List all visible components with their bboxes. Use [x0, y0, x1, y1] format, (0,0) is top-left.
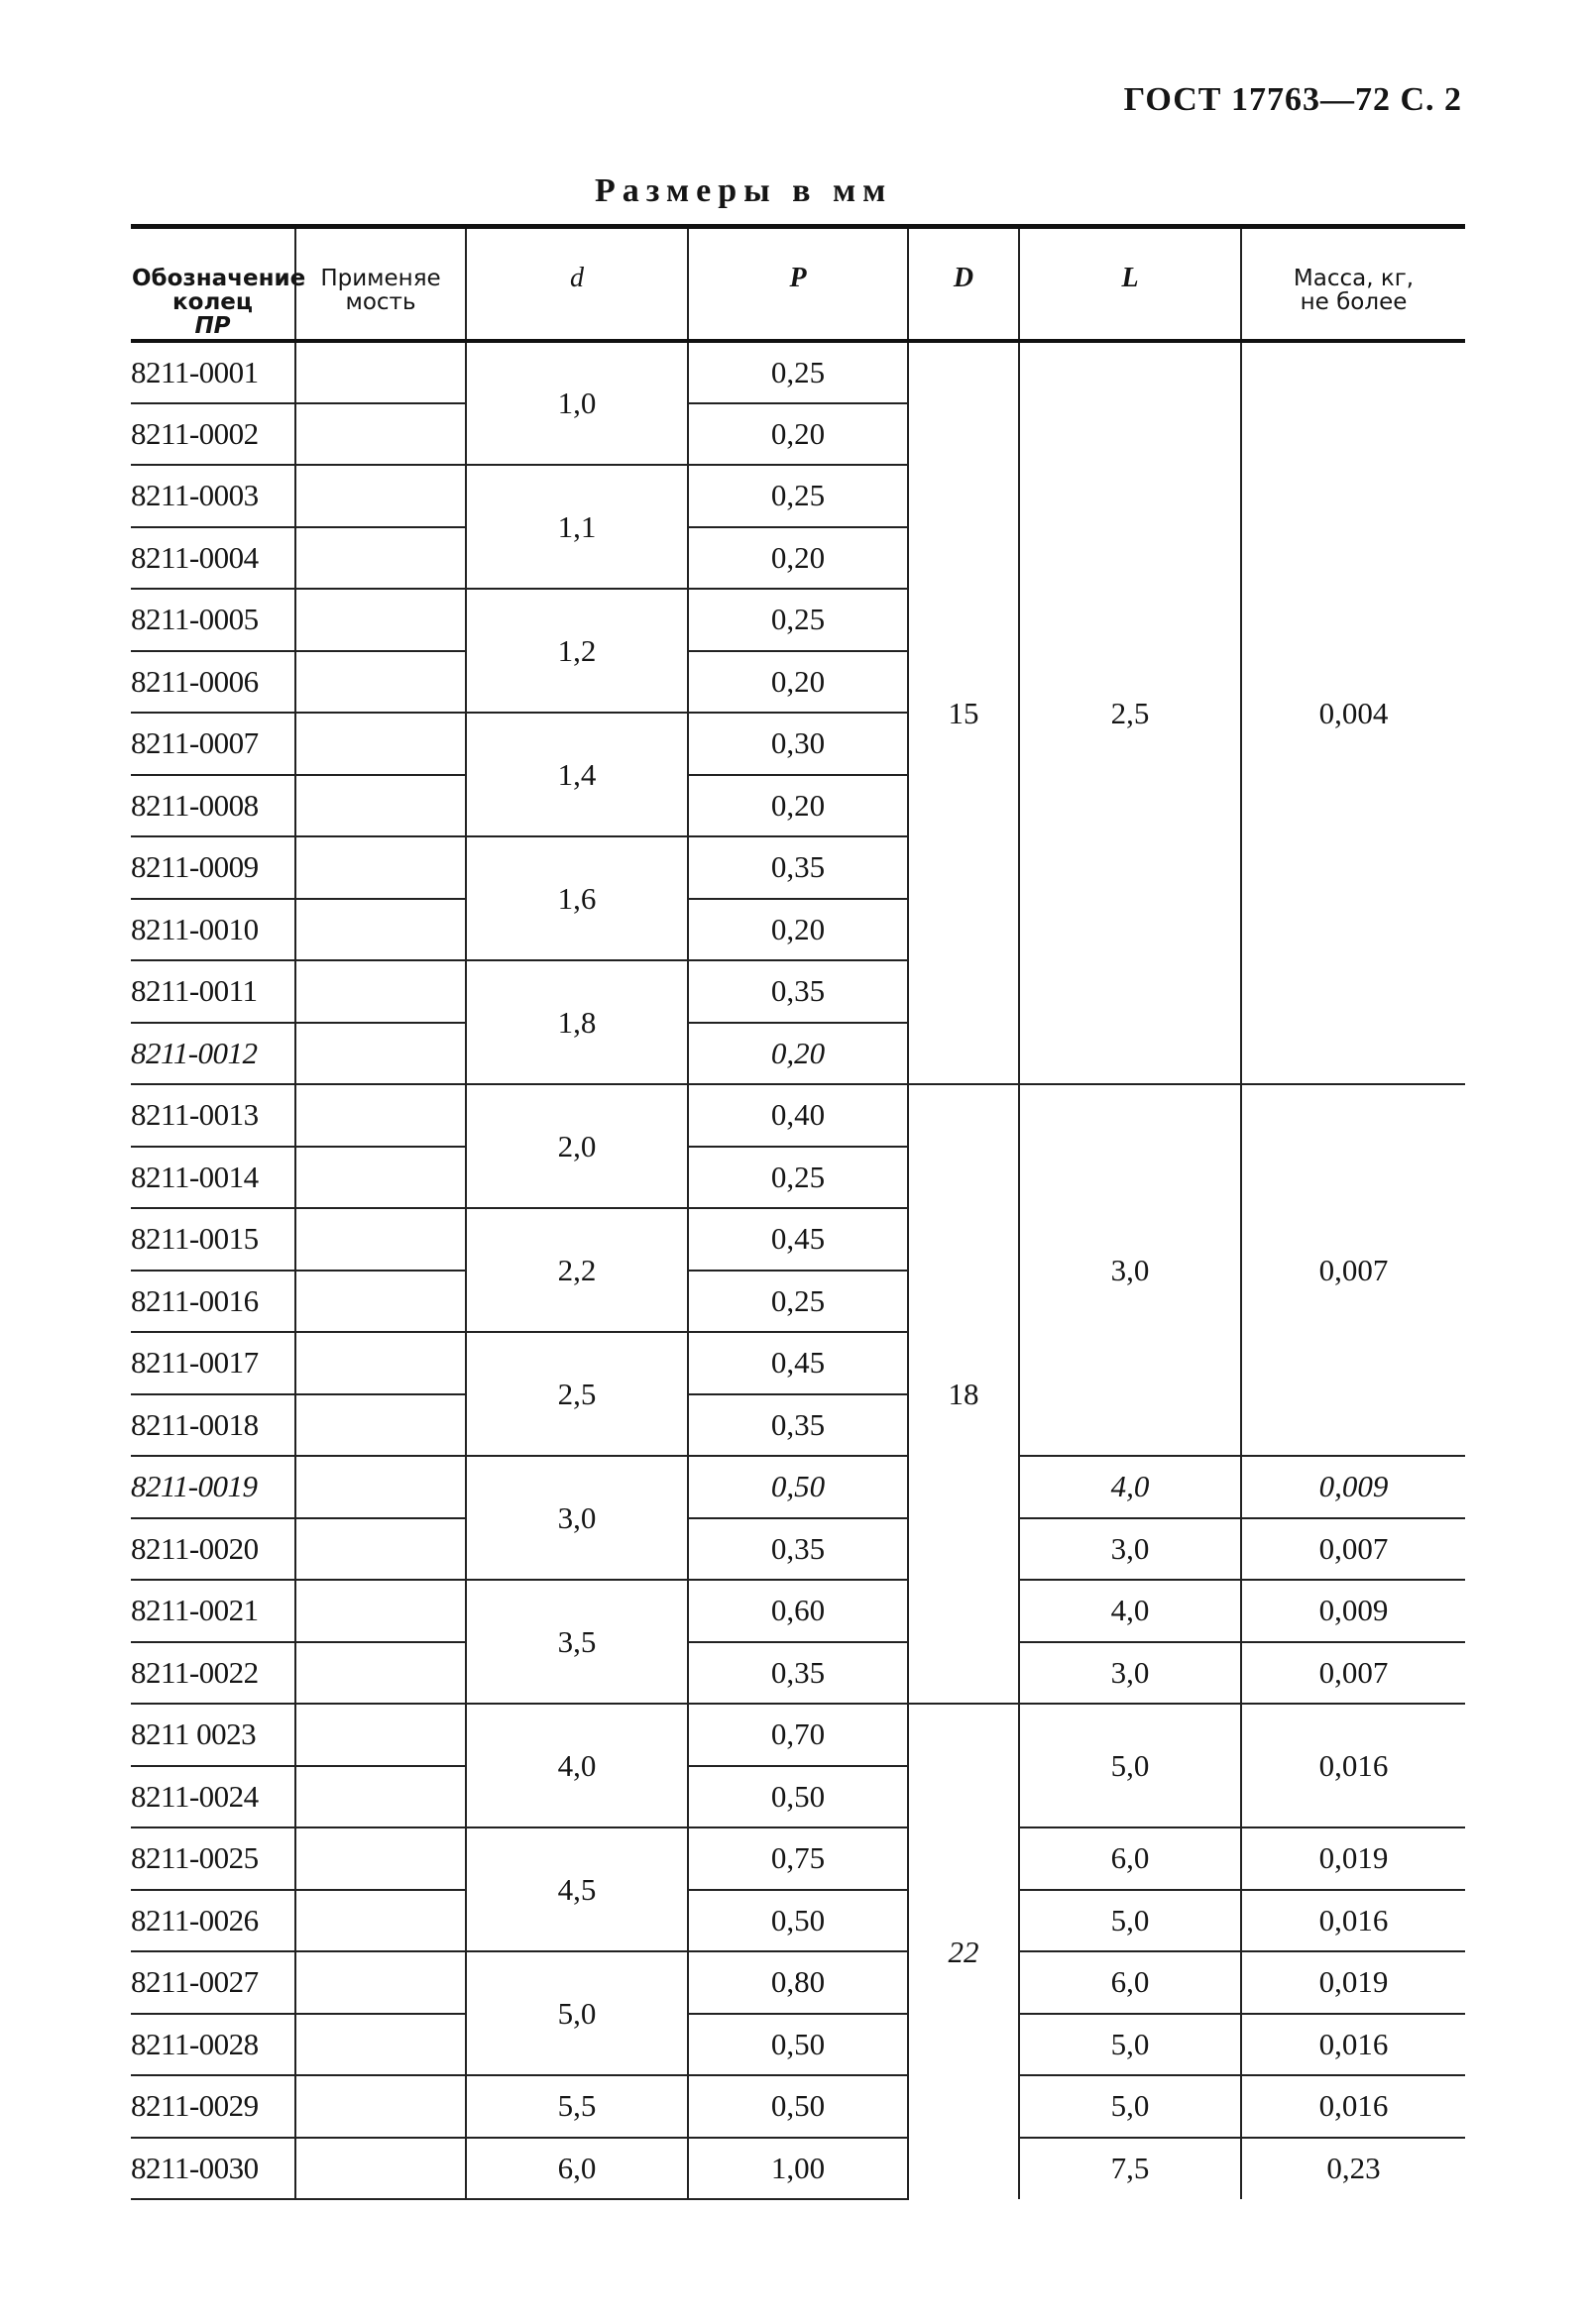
cell-mass: 0,009: [1241, 1580, 1465, 1642]
cell-applicability: [295, 527, 466, 590]
cell-applicability: [295, 899, 466, 961]
cell-d: 2,0: [466, 1084, 688, 1208]
cell-p: 0,70: [688, 1704, 908, 1766]
cell-mass: 0,007: [1241, 1518, 1465, 1581]
cell-D: 22: [908, 1704, 1019, 2199]
cell-mass: 0,019: [1241, 1827, 1465, 1890]
cell-d: 4,0: [466, 1704, 688, 1827]
cell-d: 2,2: [466, 1208, 688, 1332]
cell-designation: 8211-0005: [131, 589, 295, 651]
header-designation-line1: Обозначение: [132, 266, 306, 291]
table-row: [131, 1827, 1465, 1890]
cell-d: 1,8: [466, 960, 688, 1084]
cell-L: 7,5: [1019, 2138, 1241, 2200]
cell-designation: 8211-0012: [131, 1023, 295, 1085]
cell-mass: 0,016: [1241, 1890, 1465, 1952]
table-row: [131, 1456, 1465, 1518]
cell-p: 0,50: [688, 1456, 908, 1518]
cell-designation: 8211-0003: [131, 465, 295, 527]
cell-d: 1,0: [466, 341, 688, 465]
cell-applicability: [295, 1951, 466, 2014]
cell-mass: 0,016: [1241, 2014, 1465, 2076]
header-p: P: [688, 227, 908, 342]
cell-p: 0,50: [688, 2014, 908, 2076]
cell-d: 3,5: [466, 1580, 688, 1704]
cell-L: 3,0: [1019, 1518, 1241, 1581]
cell-p: 0,20: [688, 651, 908, 714]
table-row: [131, 2138, 1465, 2200]
cell-d: 1,1: [466, 465, 688, 589]
table-body: [131, 341, 1465, 2199]
cell-p: 0,25: [688, 341, 908, 403]
cell-applicability: [295, 713, 466, 775]
cell-applicability: [295, 1518, 466, 1581]
cell-applicability: [295, 1271, 466, 1333]
table-caption: Размеры в мм: [595, 172, 893, 209]
table-row: [131, 1951, 1465, 2014]
cell-p: 0,35: [688, 1642, 908, 1705]
cell-applicability: [295, 1704, 466, 1766]
header-designation-line3: ПР: [194, 313, 231, 339]
table-row: [131, 1642, 1465, 1705]
cell-designation: 8211-0027: [131, 1951, 295, 2014]
cell-L: 3,0: [1019, 1642, 1241, 1705]
table-row: [131, 1580, 1465, 1642]
cell-applicability: [295, 1208, 466, 1271]
cell-L: 2,5: [1019, 341, 1241, 1084]
cell-applicability: [295, 465, 466, 527]
cell-applicability: [295, 1827, 466, 1890]
cell-applicability: [295, 1890, 466, 1952]
header-designation-line2: колец: [172, 289, 253, 315]
cell-mass: 0,004: [1241, 341, 1465, 1084]
header-designation: [131, 227, 306, 342]
header-d: d: [466, 227, 688, 342]
cell-applicability: [295, 341, 466, 403]
cell-p: 0,35: [688, 1518, 908, 1581]
cell-p: 0,20: [688, 527, 908, 590]
cell-applicability: [295, 1394, 466, 1457]
cell-d: 1,2: [466, 589, 688, 713]
cell-p: 0,40: [688, 1084, 908, 1147]
cell-L: 6,0: [1019, 1951, 1241, 2014]
cell-L: 5,0: [1019, 2075, 1241, 2138]
cell-applicability: [295, 1084, 466, 1147]
header-mass-line2: не более: [1300, 289, 1408, 315]
cell-p: 0,25: [688, 1271, 908, 1333]
cell-p: 0,35: [688, 960, 908, 1023]
cell-L: 4,0: [1019, 1580, 1241, 1642]
cell-d: 3,0: [466, 1456, 688, 1580]
cell-p: 0,50: [688, 1890, 908, 1952]
cell-applicability: [295, 2138, 466, 2200]
cell-applicability: [295, 836, 466, 899]
cell-applicability: [295, 1147, 466, 1209]
table-row: [131, 2014, 1465, 2076]
table-row: [131, 1518, 1465, 1581]
cell-designation: 8211-0025: [131, 1827, 295, 1890]
header-applicability-line1: Применяе: [320, 266, 441, 291]
cell-mass: 0,019: [1241, 1951, 1465, 2014]
cell-p: 0,60: [688, 1580, 908, 1642]
header-applicability: [295, 227, 466, 342]
cell-mass: 0,23: [1241, 2138, 1465, 2200]
cell-mass: 0,009: [1241, 1456, 1465, 1518]
cell-p: 0,45: [688, 1208, 908, 1271]
cell-L: 5,0: [1019, 1890, 1241, 1952]
cell-designation: 8211-0030: [131, 2138, 295, 2200]
cell-designation: 8211-0010: [131, 899, 295, 961]
header-applicability-line2: мость: [345, 289, 416, 315]
cell-applicability: [295, 1766, 466, 1828]
cell-p: 0,20: [688, 775, 908, 837]
header-L: L: [1019, 227, 1241, 342]
cell-designation: 8211-0015: [131, 1208, 295, 1271]
cell-p: 0,75: [688, 1827, 908, 1890]
cell-d: 6,0: [466, 2138, 688, 2200]
cell-applicability: [295, 589, 466, 651]
cell-designation: 8211-0013: [131, 1084, 295, 1147]
cell-d: 1,6: [466, 836, 688, 960]
cell-applicability: [295, 1023, 466, 1085]
table-row: [131, 1704, 1465, 1766]
cell-designation: 8211-0029: [131, 2075, 295, 2138]
cell-p: 0,35: [688, 1394, 908, 1457]
cell-applicability: [295, 1456, 466, 1518]
cell-designation: 8211-0009: [131, 836, 295, 899]
page-header-doc-ref: ГОСТ 17763—72 С. 2: [1123, 81, 1462, 118]
cell-p: 0,25: [688, 589, 908, 651]
cell-p: 0,20: [688, 899, 908, 961]
cell-p: 0,25: [688, 1147, 908, 1209]
cell-mass: 0,007: [1241, 1642, 1465, 1705]
cell-designation: 8211-0016: [131, 1271, 295, 1333]
table-row: [131, 341, 1465, 403]
cell-applicability: [295, 403, 466, 466]
cell-p: 0,20: [688, 403, 908, 466]
cell-designation: 8211-0002: [131, 403, 295, 466]
cell-p: 0,45: [688, 1332, 908, 1394]
cell-p: 0,50: [688, 1766, 908, 1828]
cell-mass: 0,007: [1241, 1084, 1465, 1456]
cell-mass: 0,016: [1241, 1704, 1465, 1827]
cell-designation: 8211-0006: [131, 651, 295, 714]
table-row: [131, 1084, 1465, 1147]
cell-designation: 8211-0020: [131, 1518, 295, 1581]
cell-applicability: [295, 2075, 466, 2138]
cell-designation: 8211-0008: [131, 775, 295, 837]
cell-L: 5,0: [1019, 1704, 1241, 1827]
cell-p: 0,50: [688, 2075, 908, 2138]
cell-designation: 8211-0007: [131, 713, 295, 775]
cell-d: 4,5: [466, 1827, 688, 1951]
header-mass-line1: Масса, кг,: [1293, 266, 1415, 291]
cell-applicability: [295, 2014, 466, 2076]
cell-designation: 8211-0026: [131, 1890, 295, 1952]
cell-designation: 8211-0028: [131, 2014, 295, 2076]
cell-d: 5,5: [466, 2075, 688, 2138]
cell-designation: 8211-0004: [131, 527, 295, 590]
dimensions-table: [131, 224, 1465, 2200]
cell-applicability: [295, 1580, 466, 1642]
cell-designation: 8211-0011: [131, 960, 295, 1023]
cell-designation: 8211-0017: [131, 1332, 295, 1394]
header-mass: [1241, 227, 1465, 342]
cell-L: 3,0: [1019, 1084, 1241, 1456]
table-row: [131, 2075, 1465, 2138]
cell-L: 6,0: [1019, 1827, 1241, 1890]
cell-applicability: [295, 1642, 466, 1705]
cell-D: 18: [908, 1084, 1019, 1704]
cell-mass: 0,016: [1241, 2075, 1465, 2138]
cell-d: 5,0: [466, 1951, 688, 2075]
cell-designation: 8211-0022: [131, 1642, 295, 1705]
cell-L: 4,0: [1019, 1456, 1241, 1518]
cell-p: 0,25: [688, 465, 908, 527]
table-row: [131, 1890, 1465, 1952]
cell-designation: 8211-0019: [131, 1456, 295, 1518]
table-header-row: [131, 227, 1465, 342]
cell-p: 0,20: [688, 1023, 908, 1085]
cell-d: 2,5: [466, 1332, 688, 1456]
cell-d: 1,4: [466, 713, 688, 836]
cell-applicability: [295, 960, 466, 1023]
cell-applicability: [295, 1332, 466, 1394]
cell-designation: 8211 0023: [131, 1704, 295, 1766]
cell-L: 5,0: [1019, 2014, 1241, 2076]
header-D: D: [908, 227, 1019, 342]
cell-designation: 8211-0001: [131, 341, 295, 403]
cell-D: 15: [908, 341, 1019, 1084]
cell-applicability: [295, 775, 466, 837]
cell-p: 1,00: [688, 2138, 908, 2200]
cell-designation: 8211-0018: [131, 1394, 295, 1457]
cell-p: 0,80: [688, 1951, 908, 2014]
cell-applicability: [295, 651, 466, 714]
cell-designation: 8211-0021: [131, 1580, 295, 1642]
cell-p: 0,30: [688, 713, 908, 775]
cell-p: 0,35: [688, 836, 908, 899]
dimensions-table-container: [131, 224, 1465, 2200]
cell-designation: 8211-0014: [131, 1147, 295, 1209]
cell-designation: 8211-0024: [131, 1766, 295, 1828]
